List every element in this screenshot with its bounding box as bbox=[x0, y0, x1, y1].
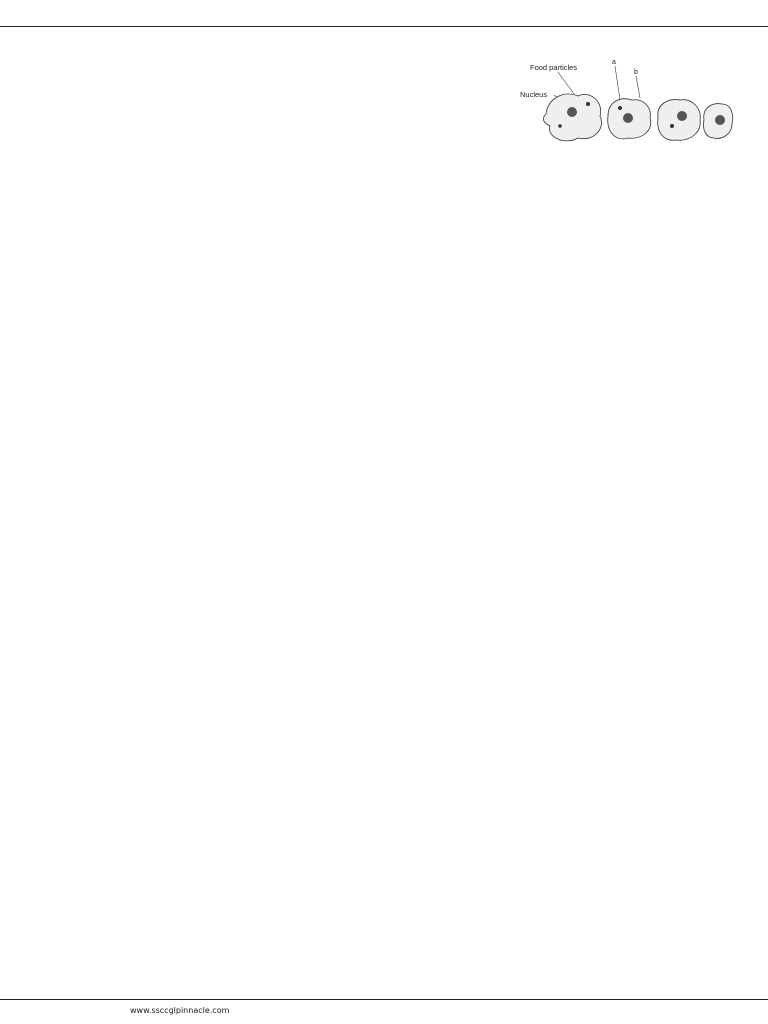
food-particle bbox=[670, 124, 674, 128]
food-particle bbox=[618, 106, 622, 110]
label-a: a bbox=[612, 59, 616, 66]
column-3 bbox=[516, 32, 746, 984]
nucleus-shape bbox=[567, 107, 577, 117]
food-particle bbox=[586, 102, 590, 106]
label-nucleus: Nucleus bbox=[520, 90, 548, 99]
food-particle bbox=[558, 124, 562, 128]
label-food-particles: Food particles bbox=[530, 63, 578, 72]
nucleus-shape bbox=[715, 115, 725, 125]
footer-website: www.ssccglpinnacle.com bbox=[130, 1006, 230, 1015]
nucleus-shape bbox=[623, 113, 633, 123]
pointer-line bbox=[558, 72, 574, 94]
amoeba-cell-1 bbox=[543, 94, 601, 141]
page-footer bbox=[0, 999, 768, 1024]
nucleus-shape bbox=[677, 111, 687, 121]
amoeba-nutrition-figure bbox=[516, 56, 736, 152]
page-header bbox=[0, 0, 768, 27]
column-1 bbox=[30, 32, 268, 984]
label-b: b bbox=[634, 69, 638, 76]
amoeba-diagram bbox=[516, 56, 736, 152]
pointer-line bbox=[615, 66, 620, 100]
pointer-line bbox=[636, 76, 640, 98]
column-2 bbox=[278, 32, 506, 984]
